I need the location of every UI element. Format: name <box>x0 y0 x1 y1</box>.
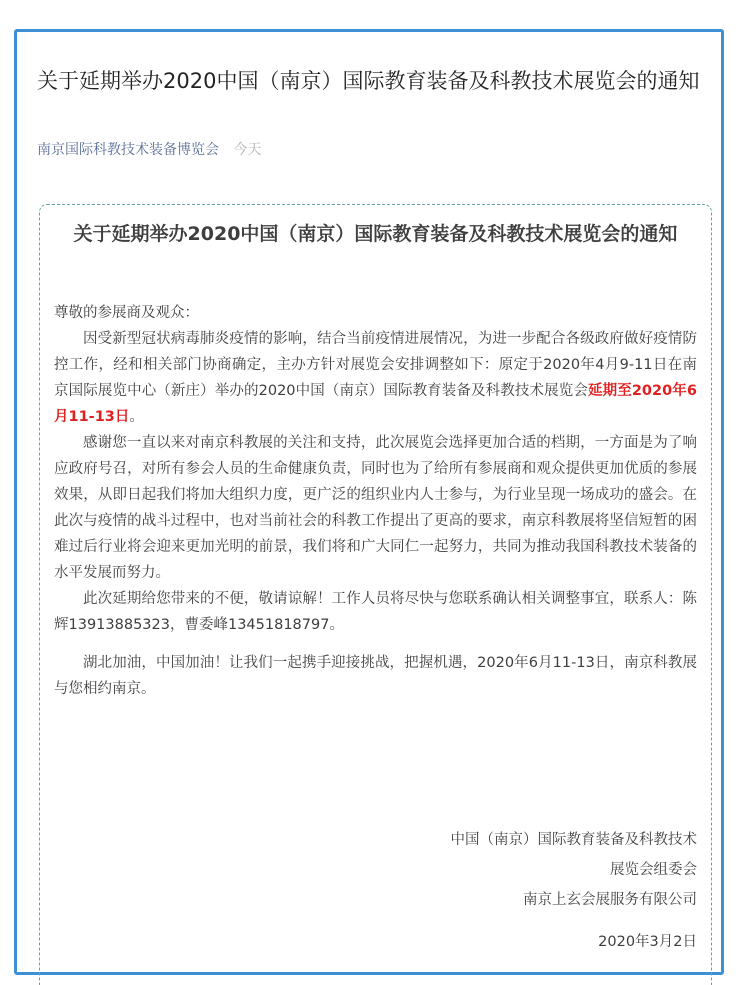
article-frame <box>14 29 724 975</box>
paragraph-postponement-end: 。 <box>129 409 144 425</box>
paragraph-postponement-text: 因受新型冠状病毒肺炎疫情的影响，结合当前疫情进展情况，为进一步配合各级政府做好疫情防控工作，经和相关部门协商确定，主办方针对展览会安排调整如下：原定于2020年4月9-11日在南京国际展览中心（新庄）举办的2020中国（南京）国际教育装备及科教技术展览会 <box>54 331 697 399</box>
salutation: 尊敬的参展商及观众： <box>54 305 199 321</box>
paragraph-postponement <box>54 326 697 430</box>
publish-date: 今天 <box>233 142 262 158</box>
paragraph-thanks: 感谢您一直以来对南京科教展的关注和支持，此次展览会选择更加合适的档期，一方面是为了响应政府号召，对所有参会人员的生命健康负责，同时也为了给所有参展商和观众提供更加优质的参展效果，从即日起我们将加大组织力度，更广泛的组织业内人士参与，为行业呈现一场成功的盛会。在此次与疫情的战斗过程中，也对当前社会的科教工作提出了更高的要求，南京科教展将坚信短暂的困难过后行业将会迎来更加光明的前景，我们将和广大同仁一起努力，共同为推动我国科教技术装备的水平发展而努力。 <box>54 435 697 581</box>
paragraph-contacts: 此次延期给您带来的不便，敬请谅解！工作人员将尽快与您联系确认相关调整事宜，联系人：陈辉13913885323，曹委峰13451818797。 <box>54 591 697 633</box>
signature-line-3: 南京上玄会展服务有限公司 <box>523 892 697 908</box>
source-account-link[interactable]: 南京国际科教技术装备博览会 <box>37 142 219 158</box>
article-meta <box>37 140 261 160</box>
signature-line-1: 中国（南京）国际教育装备及科教技术 <box>450 832 697 848</box>
signature-block <box>451 825 698 915</box>
new-dates-highlight: 延期至2020年6月11-13日 <box>54 383 697 425</box>
notice-date: 2020年3月2日 <box>598 934 697 950</box>
signature-line-2: 展览会组委会 <box>610 862 697 878</box>
notice-title: 关于延期举办2020中国（南京）国际教育装备及科教技术展览会的通知 <box>73 223 678 245</box>
paragraph-closing: 湖北加油，中国加油！让我们一起携手迎接挑战，把握机遇，2020年6月11-13日，南京科教展与您相约南京。 <box>54 655 697 697</box>
notice-body <box>54 300 697 702</box>
notice-box <box>39 204 712 985</box>
article-title: 关于延期举办2020中国（南京）国际教育装备及科教技术展览会的通知 <box>37 69 700 93</box>
